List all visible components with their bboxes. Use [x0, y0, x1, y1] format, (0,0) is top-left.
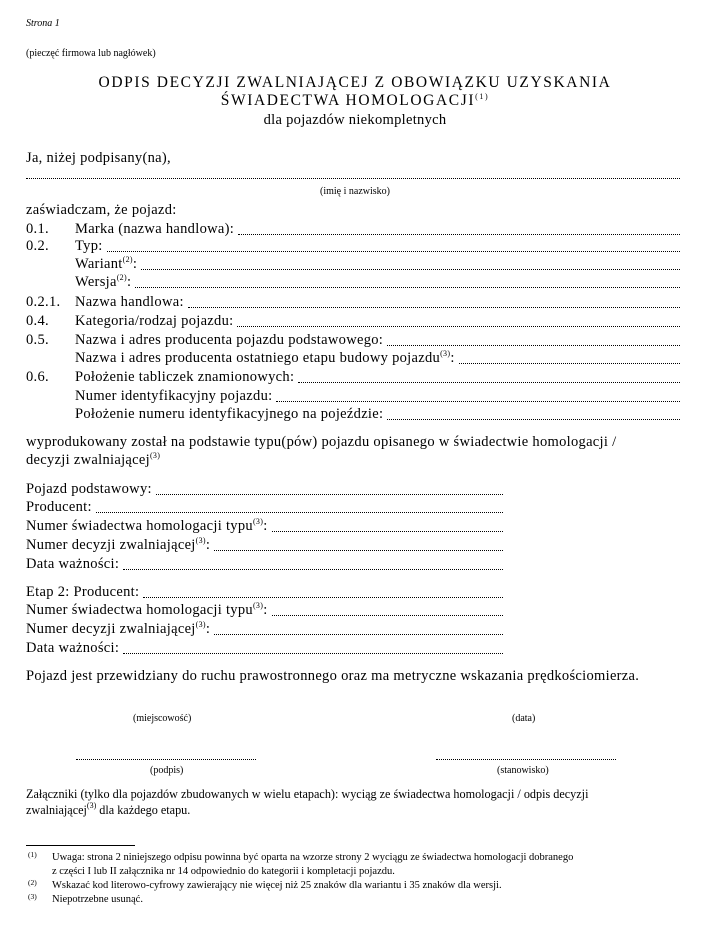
stage2-field[interactable]	[272, 615, 503, 616]
stage2-label-text: Data ważności:	[26, 640, 120, 656]
stage2-footnote-ref: (3)	[195, 620, 206, 629]
base_vehicle-field[interactable]	[156, 494, 503, 495]
page-label: Strona 1	[26, 18, 60, 29]
footnote-mark: (1)	[28, 850, 37, 859]
item-label-text: Kategoria/rodzaj pojazdu:	[75, 313, 234, 329]
item-field[interactable]	[459, 363, 680, 364]
base_vehicle-field[interactable]	[272, 531, 503, 532]
item-label-text: Nazwa handlowa:	[75, 294, 184, 310]
item-label-text: Numer identyfikacyjny pojazdu:	[75, 388, 273, 404]
title-line-2	[0, 92, 710, 110]
item-number: 0.6.	[26, 369, 49, 385]
base_vehicle-label-text: Numer decyzji zwalniającej	[26, 537, 196, 553]
stage2-footnote-ref: (3)	[252, 601, 264, 610]
footnote-text: Wskazać kod literowo-cyfrowy zawierający nie więcej niż 25 znaków dla wariantu i 35 znaków dla wersji.	[52, 880, 502, 891]
stage2-label: Numer świadectwa homologacji typu$^{(3)}$:	[26, 601, 268, 618]
footnote-text: Niepotrzebne usunąć.	[52, 894, 143, 905]
item-field[interactable]	[387, 345, 680, 346]
stamp-label: (pieczęć firmowa lub nagłówek)	[26, 48, 156, 59]
item-number: 0.2.1.	[26, 294, 61, 310]
signature-caption: (podpis)	[150, 765, 184, 776]
attachments-line-2	[26, 803, 190, 818]
item-label-text: Położenie tabliczek znamionowych:	[75, 369, 295, 385]
footnote-text-cont: z części I lub II załącznika nr 14 odpowiednio do kategorii i kompletacji pojazdu.	[52, 866, 395, 877]
stage2-field[interactable]	[123, 653, 503, 654]
title-line-3: dla pojazdów niekompletnych	[263, 112, 447, 128]
base_vehicle-label	[26, 556, 119, 573]
item-label	[75, 406, 383, 423]
item-label-text: Marka (nazwa handlowa):	[75, 221, 235, 237]
item-label: Wersja$^{(2)}$:	[75, 273, 132, 290]
item-field[interactable]	[237, 326, 680, 327]
stage2-label-text: Numer decyzji zwalniającej	[26, 621, 196, 637]
item-footnote-ref: (2)	[116, 273, 127, 282]
footnote-text: Uwaga: strona 2 niniejszego odpisu powinna być oparta na wzorze strony 2 wyciągu ze świadectwa homologacji dobranego	[52, 852, 574, 863]
item-label	[75, 388, 272, 405]
title-line-2-text: ŚWIADECTWA HOMOLOGACJI	[220, 92, 476, 109]
item-label	[75, 369, 294, 386]
item-label-text: Wersja	[75, 274, 117, 290]
item-label-text: Nazwa i adres producenta pojazdu podstawowego:	[75, 332, 384, 348]
signature-field[interactable]	[76, 759, 256, 760]
item-field[interactable]	[188, 307, 680, 308]
footnote-mark: (2)	[28, 878, 37, 887]
base_vehicle-label: Numer decyzji zwalniającej$^{(3)}$:	[26, 536, 211, 553]
position-field[interactable]	[436, 759, 616, 760]
item-field[interactable]	[107, 251, 680, 252]
item-field[interactable]	[387, 419, 680, 420]
item-number: 0.4.	[26, 313, 49, 329]
base_vehicle-footnote-ref: (3)	[195, 536, 206, 545]
base_vehicle-label: Numer świadectwa homologacji typu$^{(3)}$:	[26, 517, 268, 534]
item-label	[75, 294, 184, 311]
intro-text: Ja, niżej podpisany(na),	[26, 150, 171, 166]
item-label	[75, 332, 383, 349]
item-label-text: Typ:	[75, 238, 103, 254]
item-number: 0.5.	[26, 332, 49, 348]
base_vehicle-label-text: Pojazd podstawowy:	[26, 481, 152, 497]
title-footnote-ref: (1)	[475, 92, 490, 101]
produced-line-2	[26, 452, 160, 469]
attachments-line-2a: zwalniającej	[26, 803, 87, 817]
base_vehicle-label-text: Numer świadectwa homologacji typu	[26, 518, 253, 534]
item-label	[75, 221, 234, 238]
position-caption: (stanowisko)	[497, 765, 549, 776]
stage2-label-text: Etap 2: Producent:	[26, 584, 140, 600]
item-footnote-ref: (3)	[440, 349, 451, 358]
base_vehicle-field[interactable]	[214, 550, 503, 551]
title-line-1: ODPIS DECYZJI ZWALNIAJĄCEJ Z OBOWIĄZKU UZYSKANIA	[98, 74, 612, 91]
stage2-label	[26, 584, 139, 601]
item-label-text: Wariant	[75, 256, 123, 272]
item-label	[75, 238, 103, 255]
traffic-note: Pojazd jest przewidziany do ruchu prawostronnego oraz ma metryczne wskazania prędkościomierza.	[26, 668, 640, 684]
stage2-label: Numer decyzji zwalniającej$^{(3)}$:	[26, 620, 211, 637]
item-field[interactable]	[298, 382, 680, 383]
attachments-footnote-ref: (3)	[86, 801, 97, 810]
footnote-mark: (3)	[28, 892, 37, 901]
item-field[interactable]	[135, 287, 680, 288]
place-caption: (miejscowość)	[133, 713, 192, 724]
item-field[interactable]	[276, 401, 680, 402]
produced-footnote-ref: (3)	[149, 451, 161, 460]
stage2-label	[26, 640, 119, 657]
attachments-line-1: Załączniki (tylko dla pojazdów zbudowanych w wielu etapach): wyciąg ze świadectwa homologacji / odpis decyzji	[26, 787, 589, 801]
base_vehicle-field[interactable]	[96, 512, 503, 513]
name-caption: (imię i nazwisko)	[320, 186, 390, 197]
date-caption: (data)	[512, 713, 536, 724]
item-field[interactable]	[238, 234, 680, 235]
attachments-line-2b: dla każdego etapu.	[96, 803, 191, 817]
stage2-field[interactable]	[143, 597, 503, 598]
item-number: 0.2.	[26, 238, 49, 254]
base_vehicle-label-text: Data ważności:	[26, 556, 120, 572]
produced-line-1: wyprodukowany został na podstawie typu(pów) pojazdu opisanego w świadectwie homologacji /	[26, 434, 617, 450]
item-label	[75, 313, 233, 330]
produced-line-2-text: decyzji zwalniającej	[26, 452, 150, 468]
base_vehicle-footnote-ref: (3)	[252, 517, 264, 526]
item-footnote-ref: (2)	[122, 255, 133, 264]
footnote-rule	[26, 845, 135, 846]
item-label: Nazwa i adres producenta ostatniego etapu budowy pojazdu$^{(3)}$:	[75, 349, 455, 366]
stage2-field[interactable]	[214, 634, 503, 635]
name-field[interactable]	[26, 178, 680, 179]
base_vehicle-label	[26, 499, 92, 516]
item-field[interactable]	[141, 269, 680, 270]
item-number: 0.1.	[26, 221, 49, 237]
base_vehicle-label	[26, 481, 152, 498]
item-label: Wariant$^{(2)}$:	[75, 255, 138, 272]
item-label-text: Położenie numeru identyfikacyjnego na pojeździe:	[75, 406, 384, 422]
base_vehicle-field[interactable]	[123, 569, 503, 570]
item-label-text: Nazwa i adres producenta ostatniego etapu budowy pojazdu	[75, 350, 441, 366]
base_vehicle-label-text: Producent:	[26, 499, 92, 515]
stage2-label-text: Numer świadectwa homologacji typu	[26, 602, 253, 618]
certify-text: zaświadczam, że pojazd:	[26, 202, 177, 218]
